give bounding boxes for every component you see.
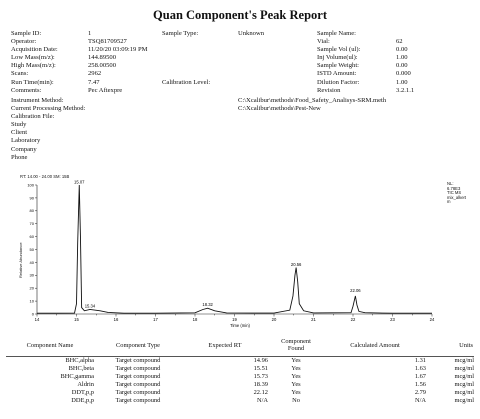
istd-amount-label: ISTD Amount: [317,70,357,78]
run-time-value: 7.47 [88,78,100,86]
cell-amount: 1.67 [414,373,426,381]
low-mass-label: Low Mass(m/z): [11,54,55,62]
side-label-line: mix_alkert [447,194,467,200]
x-tick-label: 23 [390,317,395,322]
y-tick-label: 90 [29,195,34,201]
cell-name: Aldrin [77,381,94,389]
phone-label: Phone [11,153,28,161]
sample-vol-value: 0.00 [396,46,408,54]
side-label-line: 6.78E3 [447,185,461,191]
cell-rt: 15.51 [253,365,268,373]
instrument-method-label: Instrument Method: [11,97,64,104]
istd-amount-value: 0.000 [396,70,411,78]
revision-value: 3.2.1.1 [396,86,415,94]
y-tick-label: 100 [27,182,34,188]
col-header-found: Component Found [268,334,324,357]
table-row [6,365,474,373]
x-tick-label: 17 [153,317,158,322]
cell-found: Yes [291,373,301,381]
dilution-factor-value: 1.00 [396,78,408,86]
cell-rt: N/A [256,397,268,405]
cell-rt: 15.73 [253,373,268,381]
dilution-factor-label: Dilution Factor: [317,78,360,86]
results-table [6,334,474,406]
sample-id-value: 1 [88,30,92,37]
x-tick-label: 16 [113,317,119,322]
chart-peak-labels [74,180,361,309]
cell-amount: 1.56 [414,381,426,389]
sample-name-label: Sample Name: [317,30,357,37]
laboratory-label: Laboratory [11,137,41,145]
y-tick-label: 60 [29,234,34,239]
comments-value: Pec Aftexpre [88,86,123,94]
cell-rt: 18.39 [253,381,268,389]
cell-amount: 1.63 [414,365,426,373]
high-mass-label: High Mass(m/z): [11,62,56,70]
sample-weight-value: 0.00 [396,62,408,70]
chromatogram-trace-line [37,185,432,313]
y-tick-label: 50 [29,246,34,252]
sample-weight-label: Sample Weight: [317,62,360,70]
cell-rt: 14.96 [253,357,268,364]
peak-label: 15.34 [84,303,96,309]
col-header-units: Units [426,334,474,357]
y-axis-title: Relative Abundance [18,242,23,278]
cell-amount: 2.79 [414,389,426,397]
sample-id-label: Sample ID: [11,30,42,37]
peak-label: 15.07 [74,179,85,185]
cell-name: DDE,p,p [71,397,94,405]
chart-trace-group [37,185,432,313]
y-tick-label: 0 [31,311,34,317]
operator-label: Operator: [11,38,37,46]
cell-found: Yes [291,357,301,364]
cell-name: BHC,alpha [65,357,94,364]
cell-name: BHC,beta [68,365,94,373]
y-tick-label: 10 [29,298,34,304]
sample-vol-label: Sample Vol (ul): [317,46,361,54]
processing-method-value: C:\Xcalibur\methods\Pest-New [238,105,321,112]
cell-name: DDT,p,p [71,389,94,397]
col-header-amount: Calculated Amount [324,334,426,357]
x-tick-label: 19 [232,317,237,322]
cell-units: mcg/ml [454,389,474,397]
sample-type-value: Unknown [238,30,265,37]
company-label: Company [11,145,37,153]
cell-type: Target compound [115,397,161,405]
x-tick-label: 15 [74,317,79,322]
high-mass-value: 258.00500 [88,62,117,70]
y-tick-label: 20 [29,285,34,291]
operator-value: TSQ81709527 [88,38,127,46]
x-tick-label: 21 [311,317,316,322]
acquisition-date-value: 11/20/20 03:09:19 PM [88,46,148,54]
cell-found: Yes [291,389,301,397]
chart-range-label: RT: 14.00 - 24.00 SM: 15B [20,174,70,179]
y-tick-label: 30 [29,272,34,278]
cell-name: BHC,gamma [60,373,94,381]
x-tick-label: 14 [34,317,40,322]
inj-volume-value: 1.00 [396,54,408,62]
cell-amount: 1.31 [414,357,426,364]
report-title: Quan Component's Peak Report [153,8,327,22]
instrument-method-value: C:\Xcalibur\methods\Food_Safety_Analisys-SRM.meth [238,97,387,104]
cell-units: mcg/ml [454,397,474,405]
table-row [6,389,474,397]
y-tick-label: 80 [29,208,34,214]
col-header-rt: Expected RT [182,334,268,357]
peak-label: 18.32 [202,302,213,308]
calibration-level-label: Calibration Level: [162,79,211,86]
x-tick-label: 22 [350,317,356,322]
cell-type: Target compound [115,357,161,364]
side-label-line: m [447,199,451,205]
vial-value: 62 [396,38,403,46]
x-tick-label: 20 [271,317,277,322]
x-axis-title: Time (min) [230,323,250,328]
peak-label: 20.56 [290,262,302,268]
study-label: Study [11,121,27,129]
inj-volume-label: Inj Volume(ul): [317,54,358,62]
comments-label: Comments: [11,86,42,94]
cell-units: mcg/ml [454,357,474,364]
table-row [6,357,474,366]
revision-label: Revision [317,86,341,94]
y-tick-label: 70 [29,221,34,227]
y-tick-label: 40 [29,259,34,265]
cell-rt: 22.12 [253,389,268,397]
cell-found: No [292,397,300,405]
chart-axes [27,179,435,322]
x-tick-label: 18 [192,317,198,322]
cell-type: Target compound [115,373,161,381]
side-label-line: TIC MS [447,190,462,196]
cell-found: Yes [291,365,301,373]
processing-method-label: Current Processing Method: [11,105,86,113]
cell-units: mcg/ml [454,365,474,373]
vial-label: Vial: [317,38,330,46]
scans-value: 2962 [88,70,102,78]
scans-label: Scans: [11,70,29,78]
cell-amount: N/A [414,397,426,405]
side-label-line: NL: [447,181,454,186]
table-row [6,397,474,405]
col-header-name: Component Name [6,334,94,357]
cell-type: Target compound [115,381,161,389]
results-body [6,357,474,406]
calibration-file-label: Calibration File: [11,113,55,121]
col-header-type: Component Type [94,334,182,357]
sample-type-label: Sample Type: [162,30,199,37]
cell-units: mcg/ml [454,373,474,381]
table-row [6,381,474,389]
cell-found: Yes [291,381,301,389]
x-tick-label: 24 [429,317,435,322]
results-header-row [6,334,474,357]
run-time-label: Run Time(min): [11,78,54,86]
cell-type: Target compound [115,365,161,373]
cell-type: Target compound [115,389,161,397]
table-row [6,373,474,381]
acquisition-date-label: Acquisition Date: [11,46,58,54]
peak-label: 22.06 [350,287,361,293]
client-label: Client [11,129,28,137]
cell-units: mcg/ml [454,381,474,389]
low-mass-value: 144.89500 [88,54,117,62]
